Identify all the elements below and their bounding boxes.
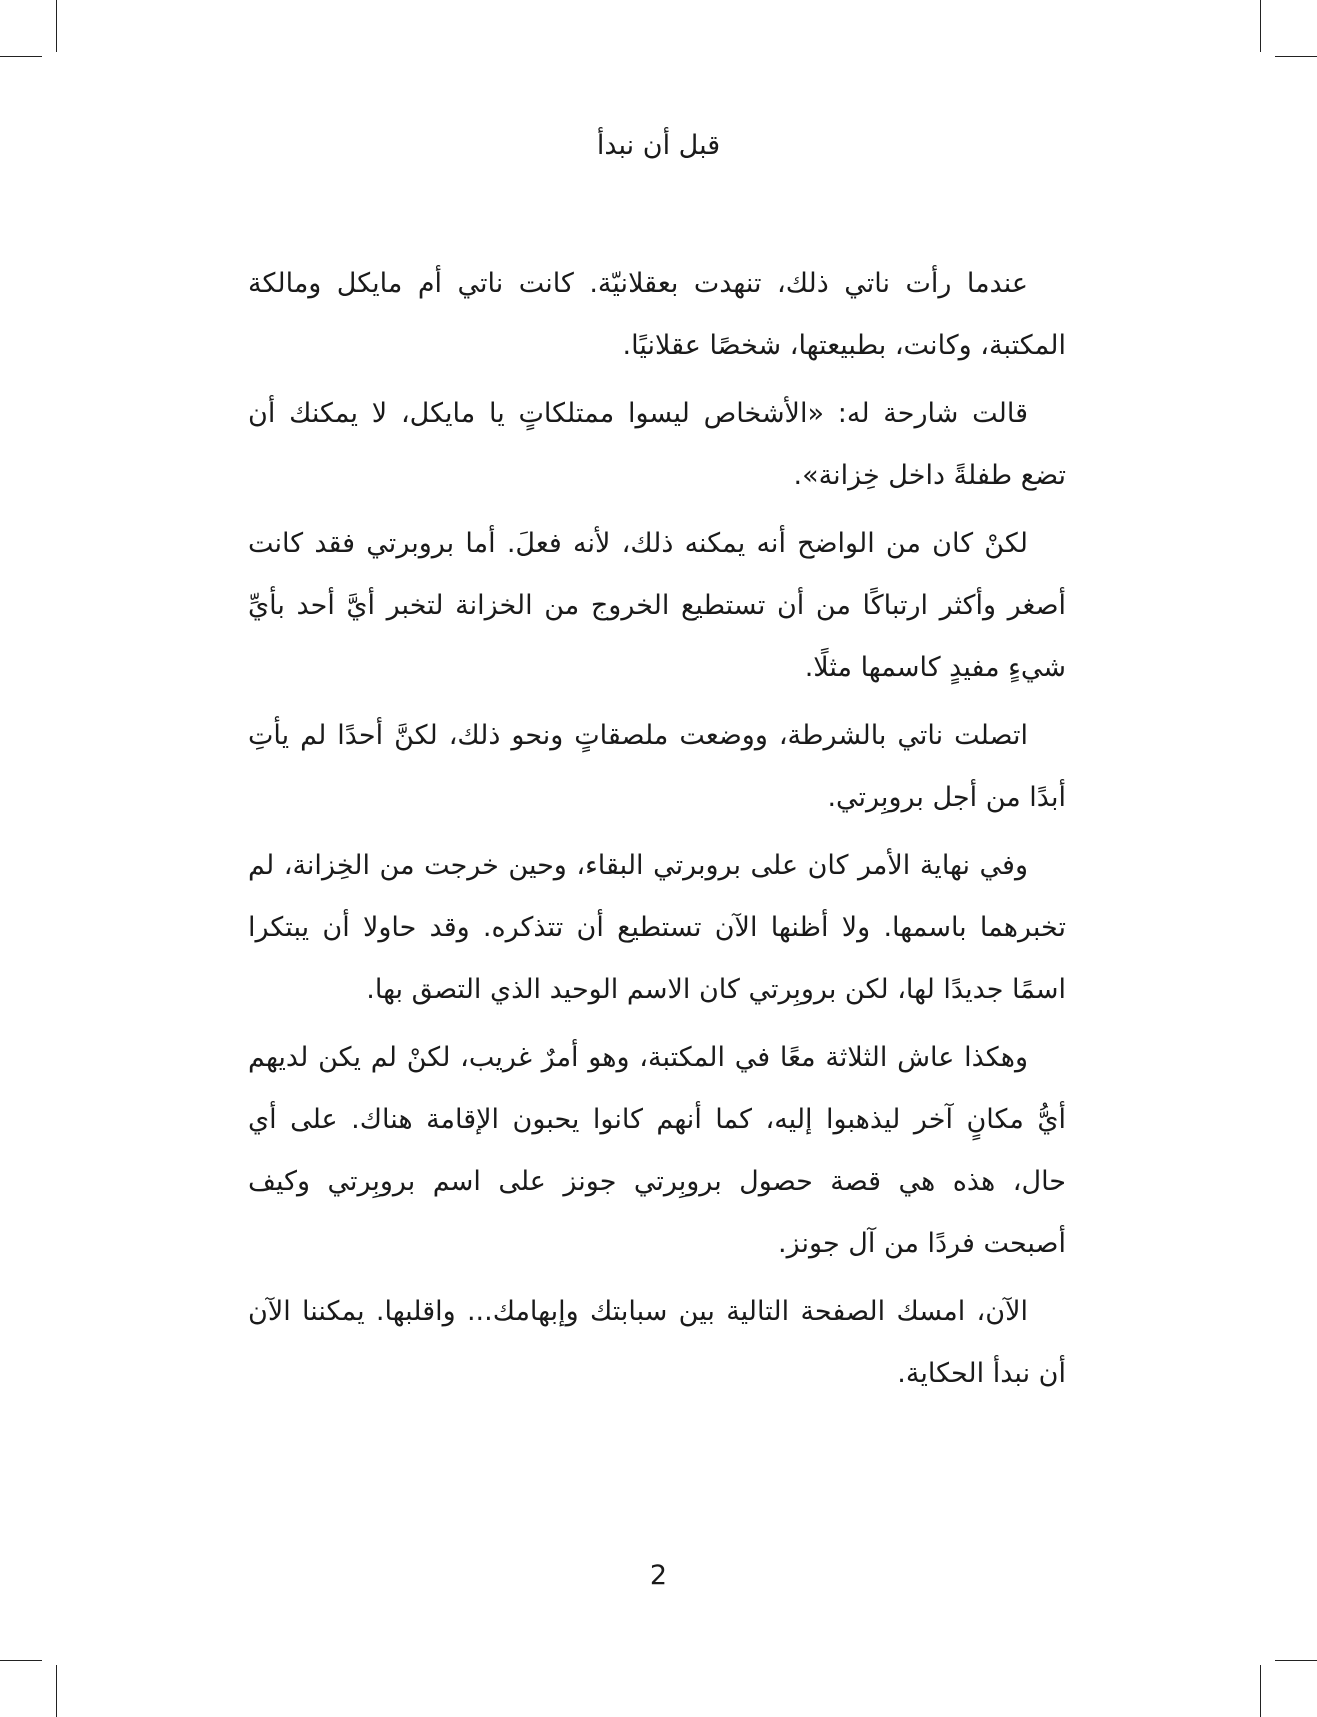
page-number: 2 — [649, 1560, 668, 1591]
paragraph: وفي نهاية الأمر كان على بروبرتي البقاء، وحين خرجت من الخِزانة، لم تخبرهما باسمها. ولا أظنها الآن تستطيع أن تتذكره. وقد حاولا أن يبتكرا اسمًا جديدًا لها، لكن بروبِرتي كان الاسم الوحيد الذي التصق بها. — [248, 850, 1066, 1005]
running-head: قبل أن نبدأ — [596, 130, 721, 161]
crop-mark-top-right — [1260, 0, 1261, 52]
crop-mark-bottom-right-h — [1275, 1660, 1317, 1661]
paragraph: الآن، امسك الصفحة التالية بين سبابتك وإبهامك... واقلبها. يمكننا الآن أن نبدأ الحكاية. — [248, 1296, 1066, 1389]
crop-mark-bottom-left-h — [0, 1660, 42, 1661]
paragraph: لكنْ كان من الواضح أنه يمكنه ذلك، لأنه فعلَ. أما بروبرتي فقد كانت أصغر وأكثر ارتباكًا من أن تستطيع الخروج من الخزانة لتخبر أيَّ أحد بأيِّ شيءٍ مفيدٍ كاسمها مثلًا. — [248, 528, 1066, 683]
crop-mark-top-left — [56, 0, 57, 52]
paragraph: وهكذا عاش الثلاثة معًا في المكتبة، وهو أمرٌ غريب، لكنْ لم يكن لديهم أيُّ مكانٍ آخر ليذهبوا إليه، كما أنهم كانوا يحبون الإقامة هناك. على أي حال، هذه هي قصة حصول بروبِرتي جونز على اسم بروبِرتي وكيف أصبحت فردًا من آل جونز. — [248, 1042, 1066, 1259]
paragraph: عندما رأت ناتي ذلك، تنهدت بعقلانيّة. كانت ناتي أم مايكل ومالكة المكتبة، وكانت، بطبيعتها، شخصًا عقلانيًا. — [248, 268, 1066, 361]
crop-mark-bottom-right — [1260, 1665, 1261, 1717]
crop-mark-top-left-h — [0, 56, 42, 57]
body-text — [248, 253, 1066, 1411]
paragraph: قالت شارحة له: «الأشخاص ليسوا ممتلكاتٍ يا مايكل، لا يمكنك أن تضع طفلةً داخل خِزانة». — [248, 398, 1066, 491]
crop-mark-top-right-h — [1275, 56, 1317, 57]
crop-mark-bottom-left — [56, 1665, 57, 1717]
paragraph: اتصلت ناتي بالشرطة، ووضعت ملصقاتٍ ونحو ذلك، لكنَّ أحدًا لم يأتِ أبدًا من أجل بروبِرتي. — [248, 720, 1066, 813]
